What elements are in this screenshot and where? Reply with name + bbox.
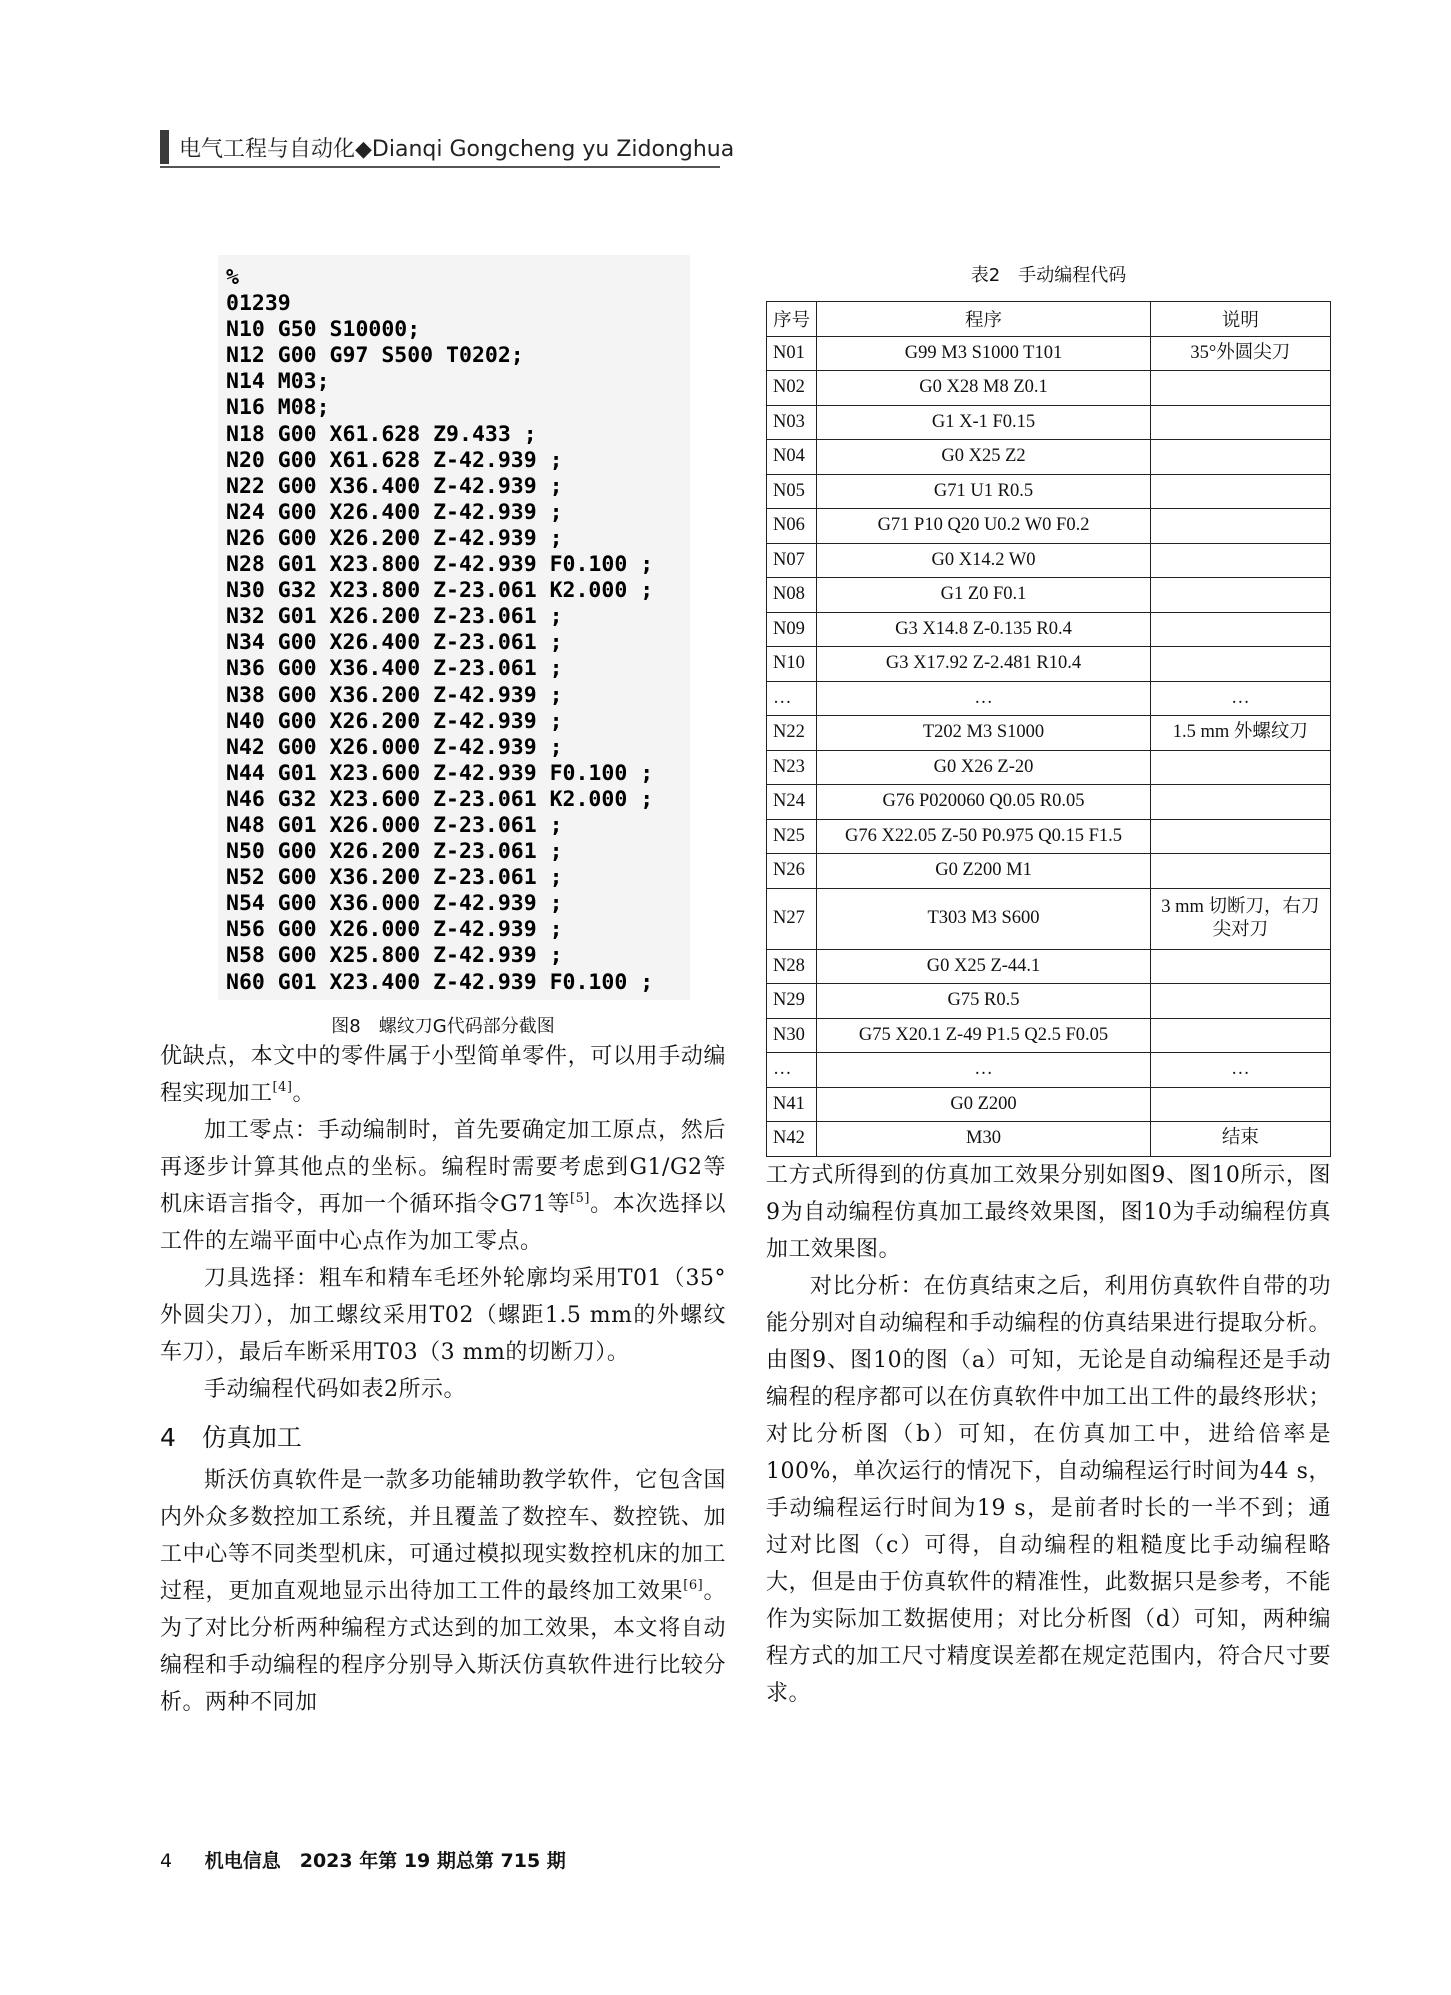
code-line: N42 G00 X26.000 Z-42.939 ;	[226, 734, 563, 760]
cell-prog: M30	[817, 1122, 1150, 1157]
cell-note	[1150, 371, 1330, 406]
section-title: 仿真加工	[201, 1423, 302, 1452]
table-row	[767, 578, 1331, 613]
code-line: N38 G00 X36.200 Z-42.939 ;	[226, 682, 563, 708]
cell-seq: N06	[767, 509, 817, 544]
section-heading	[160, 1418, 726, 1454]
code-line: N36 G00 X36.400 Z-23.061 ;	[226, 656, 563, 682]
code-line: N32 G01 X26.200 Z-23.061 ;	[226, 604, 563, 630]
cell-seq: N22	[767, 716, 817, 751]
cell-note: 35°外圆尖刀	[1150, 336, 1330, 371]
cell-note: 3 mm 切断刀，右刀尖对刀	[1150, 888, 1330, 949]
cell-note	[1150, 474, 1330, 509]
cell-prog: G99 M3 S1000 T101	[817, 336, 1150, 371]
code-line: N30 G32 X23.800 Z-23.061 K2.000 ;	[226, 578, 654, 604]
left-para-1: 优缺点，本文中的零件属于小型简单零件，可以用手动编程实现加工[4]。	[160, 1044, 726, 1106]
table-row	[767, 716, 1331, 751]
cell-prog: G1 X-1 F0.15	[817, 405, 1150, 440]
cell-note	[1150, 750, 1330, 785]
table-row	[767, 440, 1331, 475]
table-row	[767, 612, 1331, 647]
cell-note	[1150, 949, 1330, 984]
cell-seq: N02	[767, 371, 817, 406]
table-row	[767, 888, 1331, 949]
left-para-2: 加工零点：手动编制时，首先要确定加工原点，然后再逐步计算其他点的坐标。编程时需要考虑到G1/G2等机床语言指令，再加一个循环指令G71等[5]。本次选择以工件的左端平面中心点作为加工零点。	[160, 1118, 726, 1254]
cell-prog: G0 X25 Z2	[817, 440, 1150, 475]
cell-note: 1.5 mm 外螺纹刀	[1150, 716, 1330, 751]
table-row	[767, 785, 1331, 820]
cell-prog: G3 X14.8 Z-0.135 R0.4	[817, 612, 1150, 647]
code-line: N48 G01 X26.000 Z-23.061 ;	[226, 812, 563, 838]
code-line: N10 G50 S10000;	[226, 317, 421, 343]
table-row	[767, 474, 1331, 509]
table-row	[767, 1053, 1331, 1088]
cell-seq: …	[767, 1053, 817, 1088]
right-para-2: 对比分析：在仿真结束之后，利用仿真软件自带的功能分别对自动编程和手动编程的仿真结果进行提取分析。由图9、图10的图（a）可知，无论是自动编程还是手动编程的程序都可以在仿真软件中加工出工件的最终形状；对比分析图（b）可知，在仿真加工中，进给倍率是100%，单次运行的情况下，自动编程运行时间为44 s，手动编程运行时间为19 s，是前者时长的一半不到；通过对比图（c）可得，自动编程的粗糙度比手动编程略大，但是由于仿真软件的精准性，此数据只是参考，不能作为实际加工数据使用；对比分析图（d）可知，两种编程方式的加工尺寸精度误差都在规定范围内，符合尺寸要求。	[766, 1273, 1331, 1706]
cell-seq: N10	[767, 647, 817, 682]
code-line: N24 G00 X26.400 Z-42.939 ;	[226, 499, 563, 525]
cell-seq: N04	[767, 440, 817, 475]
cell-prog: G0 Z200 M1	[817, 854, 1150, 889]
cell-note	[1150, 440, 1330, 475]
table-row	[767, 854, 1331, 889]
cell-prog: T303 M3 S600	[817, 888, 1150, 949]
cell-note: …	[1150, 681, 1330, 716]
header-rule	[160, 166, 720, 168]
cell-seq: N28	[767, 949, 817, 984]
code-line: N50 G00 X26.200 Z-23.061 ;	[226, 839, 563, 865]
cell-note	[1150, 405, 1330, 440]
right-para-1: 工方式所得到的仿真加工效果分别如图9、图10所示，图9为自动编程仿真加工最终效果图，图10为手动编程仿真加工效果图。	[766, 1162, 1331, 1262]
table-row	[767, 543, 1331, 578]
ref-5: [5]	[570, 1191, 590, 1206]
cell-note	[1150, 509, 1330, 544]
cell-seq: N03	[767, 405, 817, 440]
table2-caption: 表2 手动编程代码	[970, 265, 1127, 286]
cell-prog: G3 X17.92 Z-2.481 R10.4	[817, 647, 1150, 682]
cell-prog: G71 P10 Q20 U0.2 W0 F0.2	[817, 509, 1150, 544]
page-footer	[160, 1846, 566, 1873]
table-row	[767, 647, 1331, 682]
cell-note	[1150, 578, 1330, 613]
ref-6: [6]	[683, 1578, 704, 1593]
code-line: N26 G00 X26.200 Z-42.939 ;	[226, 525, 563, 551]
table-header-row	[767, 302, 1331, 337]
figure8-caption: 图8 螺纹刀G代码部分截图	[331, 1016, 555, 1037]
cell-prog: G76 X22.05 Z-50 P0.975 Q0.15 F1.5	[817, 819, 1150, 854]
code-line: N34 G00 X26.400 Z-23.061 ;	[226, 630, 563, 656]
cell-prog: …	[817, 681, 1150, 716]
cell-note	[1150, 1087, 1330, 1122]
right-column	[766, 255, 1331, 1712]
code-line: N16 M08;	[226, 395, 330, 421]
cell-note	[1150, 612, 1330, 647]
table-row	[767, 1018, 1331, 1053]
code-line: N22 G00 X36.400 Z-42.939 ;	[226, 473, 563, 499]
code-line: N20 G00 X61.628 Z-42.939 ;	[226, 447, 563, 473]
code-line: N52 G00 X36.200 Z-23.061 ;	[226, 865, 563, 891]
code-line: N54 G00 X36.000 Z-42.939 ;	[226, 891, 563, 917]
header-note: 说明	[1150, 302, 1330, 337]
code-line: N14 M03;	[226, 369, 330, 395]
cell-seq: N08	[767, 578, 817, 613]
table-row	[767, 681, 1331, 716]
code-line: 01239	[226, 291, 291, 317]
code-line: N18 G00 X61.628 Z9.433 ;	[226, 421, 537, 447]
header-seq: 序号	[767, 302, 817, 337]
cell-seq: N30	[767, 1018, 817, 1053]
header-program: 程序	[817, 302, 1150, 337]
cell-note	[1150, 647, 1330, 682]
cell-prog: G0 X26 Z-20	[817, 750, 1150, 785]
cell-prog: G0 X25 Z-44.1	[817, 949, 1150, 984]
cell-note	[1150, 785, 1330, 820]
page-number: 4	[160, 1850, 173, 1872]
code-line: N28 G01 X23.800 Z-42.939 F0.100 ;	[226, 552, 654, 578]
left-column	[160, 255, 726, 1721]
cell-seq: N07	[767, 543, 817, 578]
code-line: N46 G32 X23.600 Z-23.061 K2.000 ;	[226, 786, 654, 812]
code-line: N40 G00 X26.200 Z-42.939 ;	[226, 708, 563, 734]
cell-note	[1150, 819, 1330, 854]
code-line: N56 G00 X26.000 Z-42.939 ;	[226, 917, 563, 943]
cell-seq: N25	[767, 819, 817, 854]
table-row	[767, 949, 1331, 984]
cell-prog: T202 M3 S1000	[817, 716, 1150, 751]
table-row	[767, 984, 1331, 1019]
table2	[766, 301, 1331, 1157]
table-row	[767, 405, 1331, 440]
table-row	[767, 509, 1331, 544]
cell-note: …	[1150, 1053, 1330, 1088]
cell-seq: N27	[767, 888, 817, 949]
cell-seq: N29	[767, 984, 817, 1019]
left-para-4: 手动编程代码如表2所示。	[204, 1377, 466, 1402]
cell-prog: G71 U1 R0.5	[817, 474, 1150, 509]
cell-seq: N23	[767, 750, 817, 785]
footer-journal: 机电信息 2023 年第 19 期总第 715 期	[204, 1850, 566, 1872]
cell-note	[1150, 1018, 1330, 1053]
code-line: N12 G00 G97 S500 T0202;	[226, 343, 524, 369]
cell-note	[1150, 543, 1330, 578]
cell-seq: N24	[767, 785, 817, 820]
cell-note	[1150, 854, 1330, 889]
cell-seq: N05	[767, 474, 817, 509]
cell-seq: N01	[767, 336, 817, 371]
code-line: %	[226, 265, 239, 290]
code-line: N44 G01 X23.600 Z-42.939 F0.100 ;	[226, 760, 654, 786]
cell-prog: G1 Z0 F0.1	[817, 578, 1150, 613]
table-row	[767, 1122, 1331, 1157]
cell-prog: G0 X28 M8 Z0.1	[817, 371, 1150, 406]
table-row	[767, 750, 1331, 785]
figure8-code-image	[218, 255, 690, 1000]
ref-4: [4]	[272, 1080, 293, 1095]
cell-prog: G75 R0.5	[817, 984, 1150, 1019]
code-line: N58 G00 X25.800 Z-42.939 ;	[226, 943, 563, 969]
cell-prog: …	[817, 1053, 1150, 1088]
table-row	[767, 1087, 1331, 1122]
cell-seq: N09	[767, 612, 817, 647]
cell-note: 结束	[1150, 1122, 1330, 1157]
cell-note	[1150, 984, 1330, 1019]
cell-seq: N41	[767, 1087, 817, 1122]
cell-seq: N42	[767, 1122, 817, 1157]
cell-seq: N26	[767, 854, 817, 889]
code-line: N60 G01 X23.400 Z-42.939 F0.100 ;	[226, 969, 654, 995]
cell-prog: G76 P020060 Q0.05 R0.05	[817, 785, 1150, 820]
section-number: 4	[160, 1423, 176, 1452]
cell-prog: G0 Z200	[817, 1087, 1150, 1122]
table-row	[767, 371, 1331, 406]
table-row	[767, 336, 1331, 371]
journal-name: 电气工程与自动化◆Dianqi Gongcheng yu Zidonghua	[179, 136, 735, 162]
running-header	[160, 130, 734, 164]
cell-prog: G75 X20.1 Z-49 P1.5 Q2.5 F0.05	[817, 1018, 1150, 1053]
left-para-3: 刀具选择：粗车和精车毛坯外轮廓均采用T01（35°外圆尖刀），加工螺纹采用T02（螺距1.5 mm的外螺纹车刀），最后车断采用T03（3 mm的切断刀）。	[160, 1266, 726, 1365]
table-row	[767, 819, 1331, 854]
header-bar	[160, 130, 169, 164]
left-para-5: 斯沃仿真软件是一款多功能辅助教学软件，它包含国内外众多数控加工系统，并且覆盖了数控车、数控铣、加工中心等不同类型机床，可通过模拟现实数控机床的加工过程，更加直观地显示出待加工工件的最终加工效果[6]。为了对比分析两种编程方式达到的加工效果，本文将自动编程和手动编程的程序分别导入斯沃仿真软件进行比较分析。两种不同加	[160, 1468, 726, 1715]
cell-prog: G0 X14.2 W0	[817, 543, 1150, 578]
cell-seq: …	[767, 681, 817, 716]
